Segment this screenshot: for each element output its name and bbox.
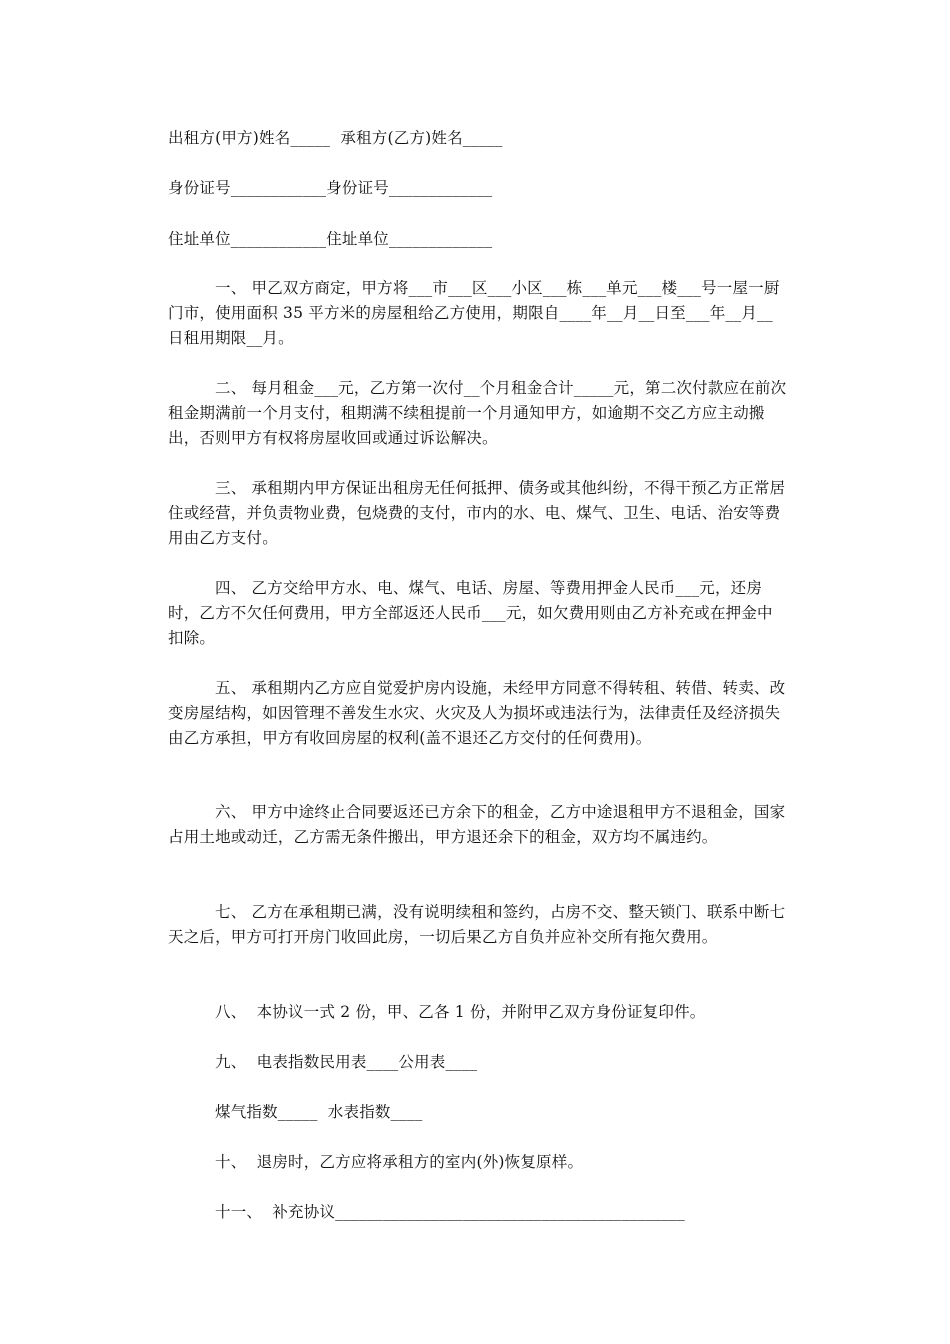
clause-2: 二、 每月租金___元，乙方第一次付__个月租金合计_____元，第二次付款应在前次租金期满前一个月支付，租期满不续租提前一个月通知甲方，如逾期不交乙方应主动搬出，否则甲方有权将房屋收回或通过诉讼解决。: [168, 379, 787, 447]
lessor-lessee-name-line: 出租方(甲方)姓名_____ 承租方(乙方)姓名_____: [168, 129, 503, 147]
clause-8: 八、 本协议一式 2 份，甲、乙各 1 份，并附甲乙双方身份证复印件。: [215, 1003, 706, 1021]
address-line: 住址单位____________住址单位_____________: [168, 230, 493, 248]
clause-10: 十、 退房时，乙方应将承租方的室内(外)恢复原样。: [215, 1153, 584, 1171]
id-number-line: 身份证号____________身份证号_____________: [168, 179, 493, 197]
gas-water-meter-line: 煤气指数_____ 水表指数____: [215, 1103, 423, 1121]
clause-5: 五、 承租期内乙方应自觉爱护房内设施，未经甲方同意不得转租、转借、转卖、改变房屋结构，如因管理不善发生水灾、火灾及人为损坏或违法行为，法律责任及经济损失由乙方承担，甲方有收回房屋的权利(盖不退还乙方交付的任何费用)。: [168, 679, 786, 747]
clause-1: 一、 甲乙双方商定，甲方将___市___区___小区___栋___单元___楼___号一屋一厨门市，使用面积 35 平方米的房屋租给乙方使用，期限自____年__月__日至___年__月__日租用期限__月。: [168, 279, 780, 347]
clause-7: 七、 乙方在承租期已满，没有说明续租和签约，占房不交、整天锁门、联系中断七天之后，甲方可打开房门收回此房，一切后果乙方自负并应补交所有拖欠费用。: [168, 903, 786, 946]
clause-9: 九、 电表指数民用表____公用表____: [215, 1053, 478, 1071]
clause-6: 六、 甲方中途终止合同要返还已方余下的租金，乙方中途退租甲方不退租金，国家占用土地或动迁，乙方需无条件搬出，甲方退还余下的租金，双方均不属违约。: [168, 803, 786, 846]
clause-4: 四、 乙方交给甲方水、电、煤气、电话、房屋、等费用押金人民币___元，还房时，乙方不欠任何费用，甲方全部返还人民币___元，如欠费用则由乙方补充或在押金中扣除。: [168, 579, 773, 647]
clause-11: 十一、 补充协议____________________________________________: [215, 1203, 685, 1221]
clause-3: 三、 承租期内甲方保证出租房无任何抵押、债务或其他纠纷，不得干预乙方正常居住或经营，并负责物业费，包烧费的支付，市内的水、电、煤气、卫生、电话、治安等费用由乙方支付。: [168, 479, 786, 547]
